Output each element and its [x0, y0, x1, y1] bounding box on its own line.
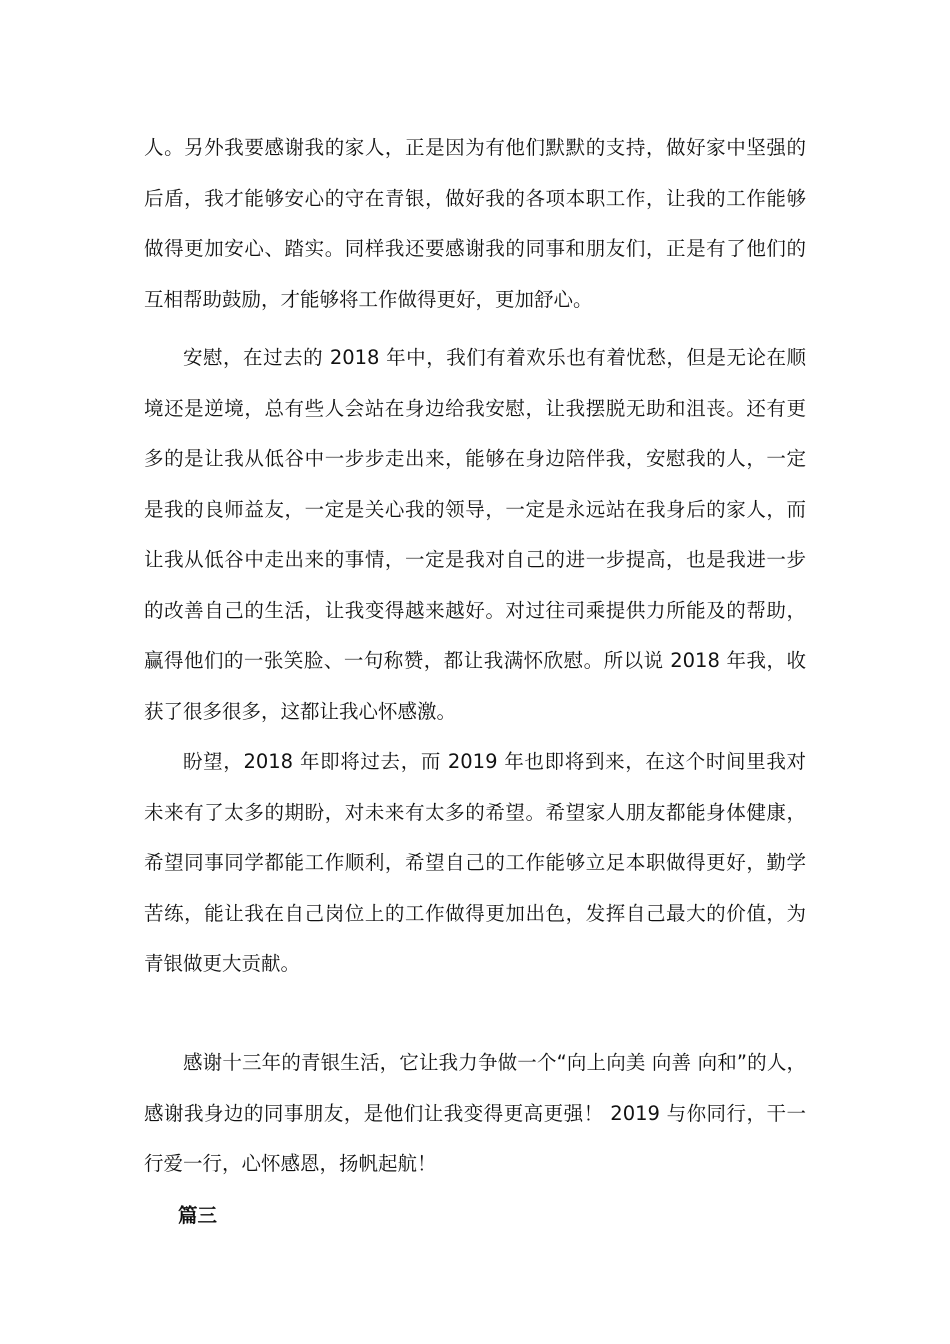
paragraph-gratitude-family: 人。另外我要感谢我的家人，正是因为有他们默默的支持，做好家中坚强的后盾，我才能够安心的守在青银，做好我的各项本职工作，让我的工作能够做得更加安心、踏实。同样我还要感谢我的同事和朋友们，正是有了他们的互相帮助鼓励，才能够将工作做得更好，更加舒心。: [144, 136, 806, 311]
paragraph-thanks: 感谢十三年的青银生活，它让我力争做一个“向上向美 向善 向和”的人，感谢我身边的同事朋友，是他们让我变得更高更强！ 2019 与你同行，干一行爱一行，心怀感恩，扬帆起航！: [144, 1051, 806, 1175]
paragraph-hope: 盼望，2018 年即将过去，而 2019 年也即将到来，在这个时间里我对未来有了太多的期盼，对未来有太多的希望。希望家人朋友都能身体健康，希望同事同学都能工作顺利，希望自己的工作能够立足本职做得更好，勤学苦练，能让我在自己岗位上的工作做得更加出色，发挥自己最大的价值，为青银做更大贡献。: [144, 750, 806, 975]
section-heading: 篇三: [178, 1204, 218, 1227]
paragraph-comfort: 安慰，在过去的 2018 年中，我们有着欢乐也有着忧愁，但是无论在顺境还是逆境，总有些人会站在身边给我安慰，让我摆脱无助和沮丧。还有更多的是让我从低谷中一步步走出来，能够在身边陪伴我，安慰我的人，一定是我的良师益友，一定是关心我的领导，一定是永远站在我身后的家人，而让我从低谷中走出来的事情，一定是我对自己的进一步提高，也是我进一步的改善自己的生活，让我变得越来越好。对过往司乘提供力所能及的帮助，赢得他们的一张笑脸、一句称赞，都让我满怀欣慰。所以说 2018 年我，收获了很多很多，这都让我心怀感激。: [144, 346, 806, 723]
